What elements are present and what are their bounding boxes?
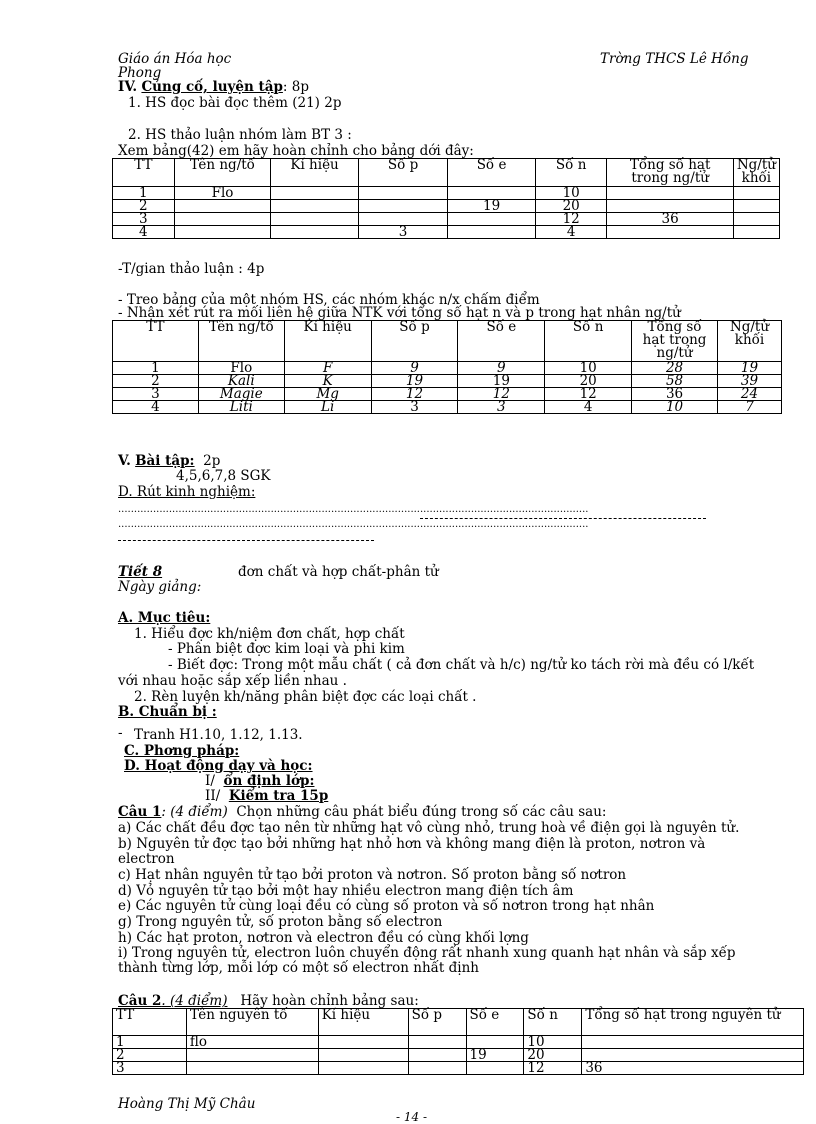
question-1-e: e) Các nguyên tử cùng loại đều có cùng số proton và số nơtron trong hạt nhân xyxy=(118,898,655,914)
section-b-item: Tranh H1.10, 1.12, 1.13. xyxy=(134,727,303,743)
table-row: 2 19 20 xyxy=(113,1049,804,1062)
discussion-line-2: - Nhận xét rút ra mối liên hệ giữa NTK với tổng số hạt n và p trong hạt nhân ng/tử xyxy=(118,305,681,321)
footer-author: Hoàng Thị Mỹ Châu xyxy=(118,1096,256,1112)
objective-2: 2. Rèn luyện kh/năng phân biệt đợc các loại chất . xyxy=(134,689,477,705)
dashed-line xyxy=(118,538,374,541)
question-1-b: b) Nguyên tử đợc tạo bởi những hạt nhỏ hơn và không mang điện là proton, nơtron và xyxy=(118,836,706,852)
table-header-row: TT Tên ng/tố Kí hiệu Số p Số e Số n Tổng số hạt trong ng/tử Ng/tử khối xyxy=(113,321,782,362)
table-row: 3 12 36 xyxy=(113,213,780,226)
question-1-d: d) Vỏ nguyên tử tạo bởi một hay nhiều electron mang điện tích âm xyxy=(118,883,574,899)
question-2-table xyxy=(112,1008,804,1075)
question-1-i: i) Trong nguyên tử, electron luôn chuyển động rất nhanh xung quanh hạt nhân và sắp xếp xyxy=(118,945,736,961)
question-1-heading: Câu 1: (4 điểm) Chọn những câu phát biểu đúng trong số các câu sau: xyxy=(118,804,607,820)
question-1-a: a) Các chất đều đợc tạo nên từ những hạt vô cùng nhỏ, trung hoà về điện gọi là nguyên tử. xyxy=(118,820,740,836)
header-school-cont: Phong xyxy=(118,65,162,81)
section-b-title: B. Chuẩn bị : xyxy=(118,704,217,720)
question-1-h: h) Các hạt proton, nơtron và electron đều có cùng khối lợng xyxy=(118,930,529,946)
table-row: 4 Liti Li 3 3 4 10 7 xyxy=(113,401,782,414)
header-subject: Giáo án Hóa học xyxy=(118,51,232,67)
table-row: 1 Flo 10 xyxy=(113,187,780,200)
objective-1b: - Biết đợc: Trong một mẫu chất ( cả đơn chất và h/c) ng/tử ko tách rời mà đều có l/kết xyxy=(168,657,755,673)
table-header-row: TT Tên ng/tố Kí hiệu Số p Số e Số n Tổng số hạt trong ng/tử Ng/tử khối xyxy=(113,159,780,187)
section-5-heading: V. Bài tập: 2p xyxy=(118,453,221,469)
table1-intro: Xem bảng(42) em hãy hoàn chỉnh cho bảng dới đây: xyxy=(118,143,474,159)
question-2-heading: Câu 2. (4 điểm) Hãy hoàn chỉnh bảng sau: xyxy=(118,993,419,1009)
dotted-line: .................................................................................................................................................... xyxy=(118,519,589,530)
section-4-item-2: 2. HS thảo luận nhóm làm BT 3 : xyxy=(128,127,352,143)
table-row: 1 Flo F 9 9 10 28 19 xyxy=(113,362,782,375)
lesson-title: đơn chất và hợp chất-phân tử xyxy=(238,564,439,580)
answer-table xyxy=(112,320,782,414)
page-number: - 14 - xyxy=(396,1110,428,1124)
section-a-title: A. Mục tiêu: xyxy=(118,610,211,626)
question-1-g: g) Trong nguyên tử, số proton bằng số electron xyxy=(118,914,443,930)
step-1: I/ ổn định lớp: xyxy=(205,773,315,789)
question-1-b-cont: electron xyxy=(118,851,175,867)
section-4-item-1: 1. HS đọc bài đọc thêm (21) 2p xyxy=(128,95,342,111)
section-d-title: D. Hoạt động dạy và học: xyxy=(124,758,313,774)
rut-kinh-nghiem: D. Rút kinh nghiệm: xyxy=(118,484,256,500)
teaching-date: Ngày giảng: xyxy=(118,579,202,595)
objective-1: 1. Hiểu đợc kh/niệm đơn chất, hợp chất xyxy=(134,626,405,642)
objective-1a: - Phân biệt đợc kim loại và phi kim xyxy=(168,641,405,657)
table-row: 3 Magie Mg 12 12 12 36 24 xyxy=(113,388,782,401)
dashed-line xyxy=(420,516,706,519)
table-row: 1 flo 10 xyxy=(113,1036,804,1049)
objective-1b-cont: với nhau hoặc sắp xếp liền nhau . xyxy=(118,673,347,689)
section-5-items: 4,5,6,7,8 SGK xyxy=(176,468,271,484)
table-row: 2 Kali K 19 19 20 58 39 xyxy=(113,375,782,388)
question-1-c: c) Hạt nhân nguyên tử tạo bởi proton và nơtron. Số proton bằng số nơtron xyxy=(118,867,627,883)
section-c-title: C. Phơng pháp: xyxy=(124,743,240,759)
lesson-number: Tiết 8 xyxy=(118,564,163,580)
table-row: 2 19 20 xyxy=(113,200,780,213)
table-row: 4 3 4 xyxy=(113,226,780,239)
question-1-i-cont: thành từng lớp, mỗi lớp có một số electron nhất định xyxy=(118,960,479,976)
section-4-heading: IV. Củng cố, luyện tập: 8p xyxy=(118,79,309,95)
discussion-time: -T/gian thảo luận : 4p xyxy=(118,261,265,277)
dotted-line: .................................................................................................................................................... xyxy=(118,504,589,515)
table-row: 3 12 36 xyxy=(113,1062,804,1075)
section-b-bullet: - xyxy=(118,725,123,741)
table-header-row: TT Tên nguyên tố Kí hiệu Số p Số e Số n Tổng số hạt trong nguyên tử xyxy=(113,1009,804,1036)
header-school: Trờng THCS Lê Hồng xyxy=(600,51,749,67)
exercise-table-blank xyxy=(112,158,780,239)
step-2: II/ Kiểm tra 15p xyxy=(205,788,329,804)
discussion-line-1: - Treo bảng của một nhóm HS, các nhóm khác n/x chấm điểm xyxy=(118,292,540,308)
